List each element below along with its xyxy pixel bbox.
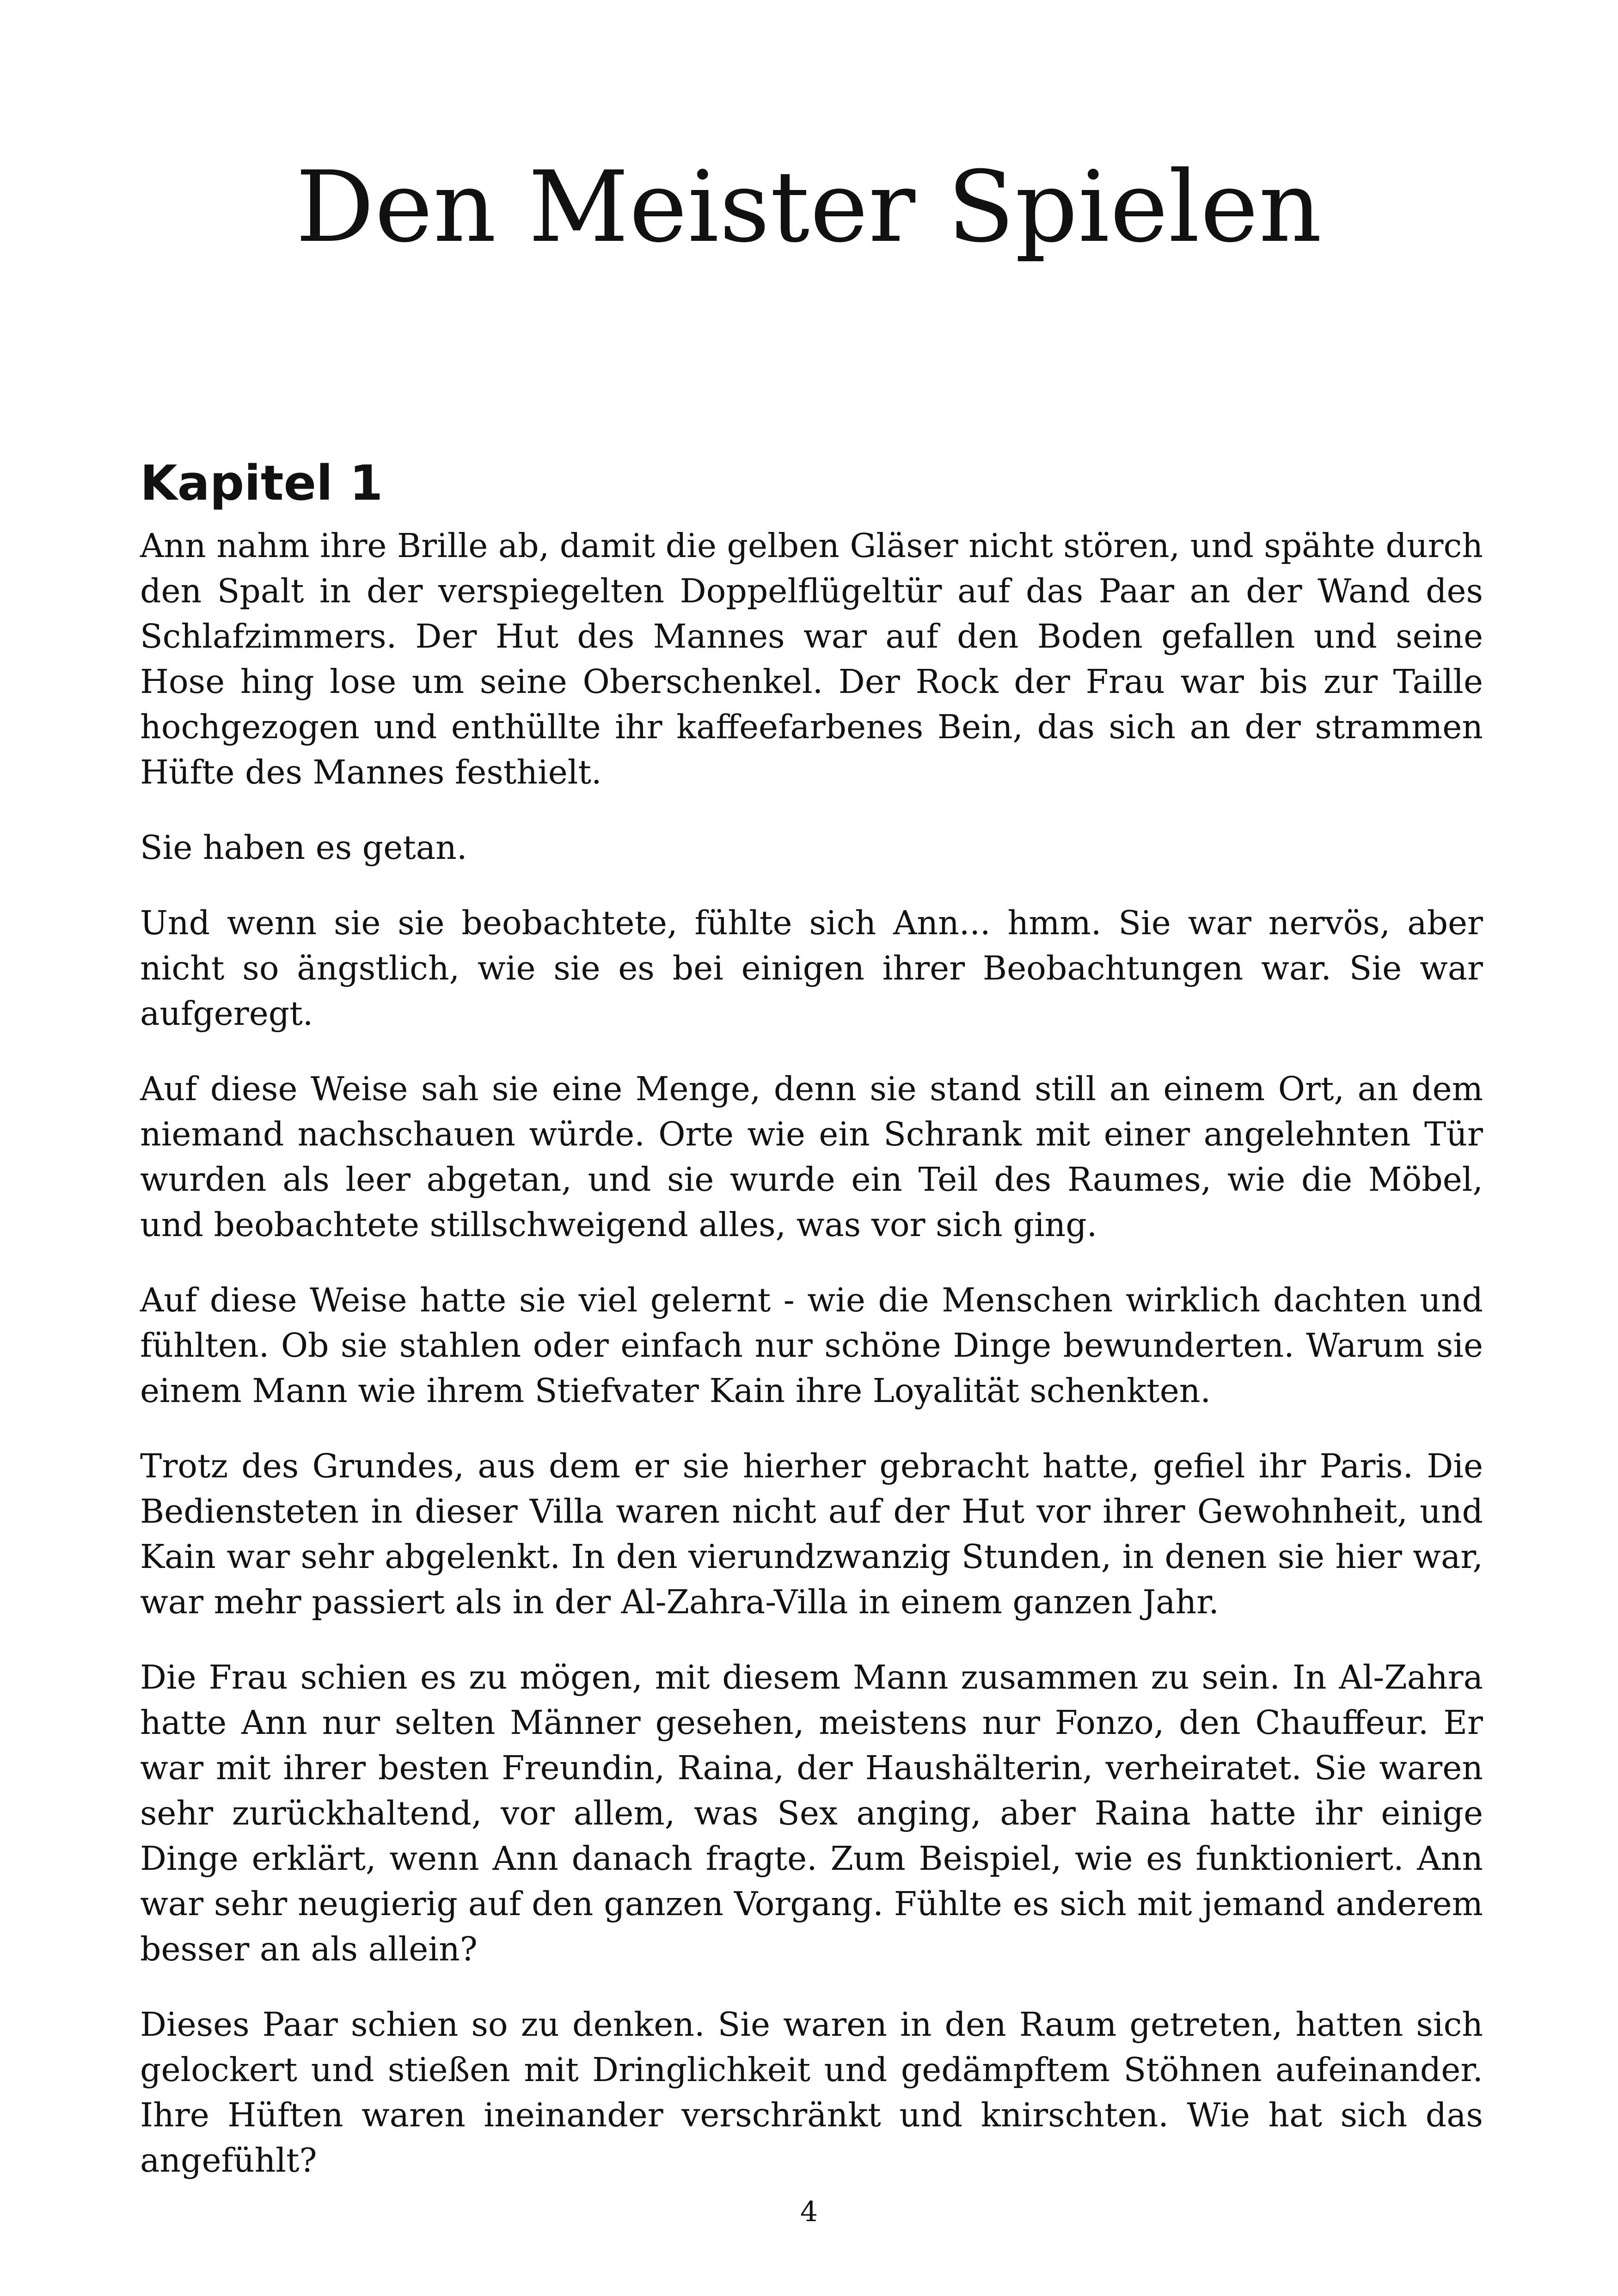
paragraph: Trotz des Grundes, aus dem er sie hierher gebracht hatte, gefiel ihr Paris. Die Bediensteten in dieser Villa waren nicht auf der Hut vor ihrer Gewohnheit, und Kain war sehr abgelenkt. In den vierundzwanzig Stunden, in denen sie hier war, war mehr passiert als in der Al-Zahra-Villa in einem ganzen Jahr.	[140, 1447, 1483, 1621]
page-number: 4	[800, 2196, 818, 2228]
chapter-body	[140, 523, 1483, 2213]
paragraph: Auf diese Weise sah sie eine Menge, denn sie stand still an einem Ort, an dem niemand nachschauen würde. Orte wie ein Schrank mit einer angelehnten Tür wurden als leer abgetan, und sie wurde ein Teil des Raumes, wie die Möbel, und beobachtete stillschweigend alles, was vor sich ging.	[140, 1070, 1483, 1244]
paragraph: Auf diese Weise hatte sie viel gelernt - wie die Menschen wirklich dachten und fühlten. Ob sie stahlen oder einfach nur schöne Dinge bewunderten. Warum sie einem Mann wie ihrem Stiefvater Kain ihre Loyalität schenkten.	[140, 1281, 1483, 1410]
paragraph: Dieses Paar schien so zu denken. Sie waren in den Raum getreten, hatten sich gelockert und stießen mit Dringlichkeit und gedämpftem Stöhnen aufeinander. Ihre Hüften waren ineinander verschränkt und knirschten. Wie hat sich das angefühlt?	[140, 2005, 1483, 2180]
paragraph: Und wenn sie sie beobachtete, fühlte sich Ann... hmm. Sie war nervös, aber nicht so ängstlich, wie sie es bei einigen ihrer Beobachtungen war. Sie war aufgeregt.	[140, 904, 1483, 1033]
book-title: Den Meister Spielen	[295, 150, 1323, 264]
chapter-heading: Kapitel 1	[140, 455, 383, 511]
paragraph: Sie haben es getan.	[140, 828, 467, 867]
paragraph: Ann nahm ihre Brille ab, damit die gelben Gläser nicht stören, und spähte durch den Spalt in der verspiegelten Doppelflügeltür auf das Paar an der Wand des Schlafzimmers. Der Hut des Mannes war auf den Boden gefallen und seine Hose hing lose um seine Oberschenkel. Der Rock der Frau war bis zur Taille hochgezogen und enthüllte ihr kaffeefarbenes Bein, das sich an der strammen Hüfte des Mannes festhielt.	[140, 527, 1483, 791]
paragraph: Die Frau schien es zu mögen, mit diesem Mann zusammen zu sein. In Al-Zahra hatte Ann nur selten Männer gesehen, meistens nur Fonzo, den Chauffeur. Er war mit ihrer besten Freundin, Raina, der Haushälterin, verheiratet. Sie waren sehr zurückhaltend, vor allem, was Sex anging, aber Raina hatte ihr einige Dinge erklärt, wenn Ann danach fragte. Zum Beispiel, wie es funktioniert. Ann war sehr neugierig auf den ganzen Vorgang. Fühlte es sich mit jemand anderem besser an als allein?	[140, 1658, 1483, 1968]
